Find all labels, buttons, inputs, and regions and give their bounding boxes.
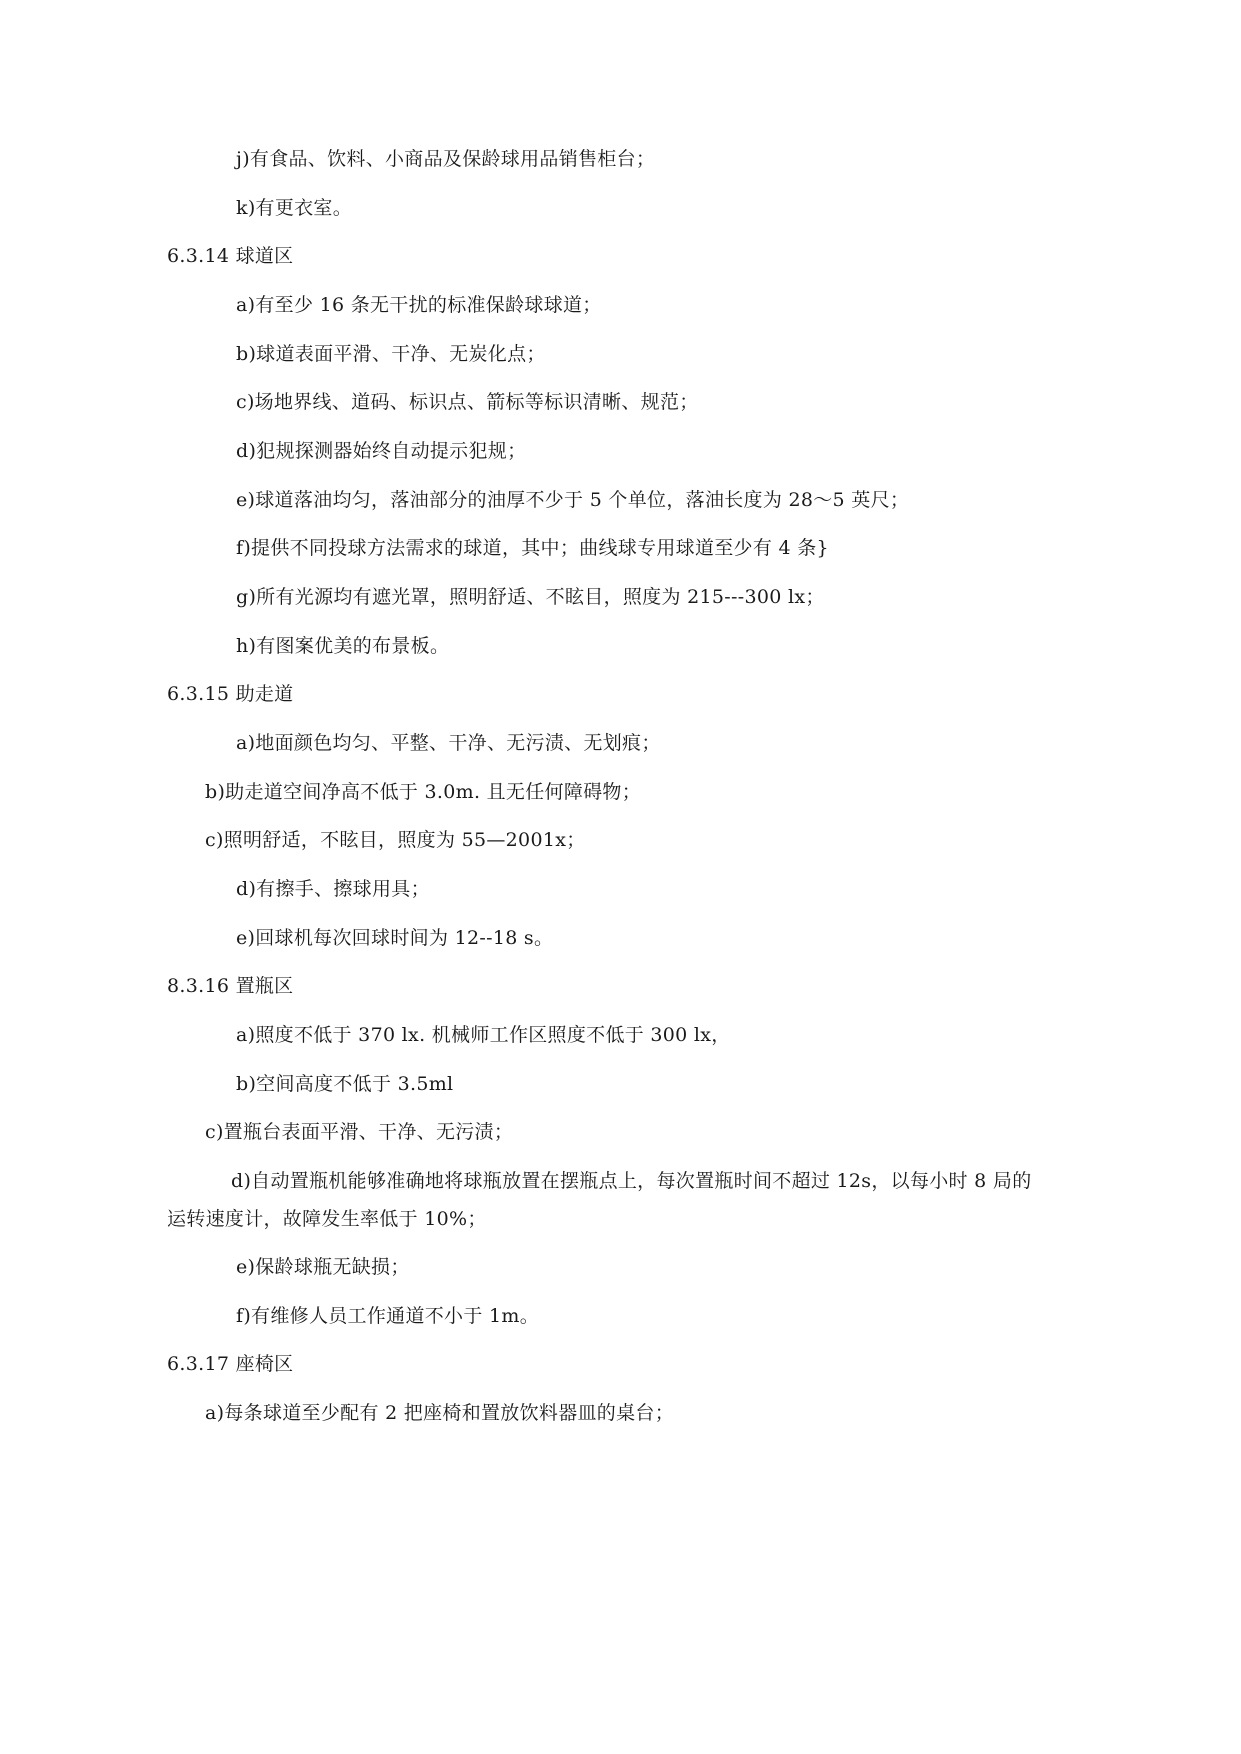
list-item-f: f)提供不同投球方法需求的球道，其中；曲线球专用球道至少有 4 条} bbox=[236, 537, 829, 559]
list-item-e: e)保龄球瓶无缺损； bbox=[236, 1256, 410, 1278]
section-heading-8-3-16: 8.3.16 置瓶区 bbox=[167, 975, 294, 997]
list-item-d: d)有擦手、擦球用具； bbox=[236, 878, 430, 900]
list-item-e: e)回球机每次回球时间为 12--18 s。 bbox=[236, 927, 554, 949]
section-heading-6-3-14: 6.3.14 球道区 bbox=[167, 245, 294, 267]
list-item-d: d)自动置瓶机能够准确地将球瓶放置在摆瓶点上，每次置瓶时间不超过 12s，以每小时 8 局的运转速度计，故障发生率低于 10%； bbox=[167, 1170, 1032, 1230]
list-item-g: g)所有光源均有遮光罩，照明舒适、不眩目，照度为 215---300 lx； bbox=[236, 586, 825, 608]
list-item-b: b)助走道空间净高不低于 3.0m. 且无任何障碍物； bbox=[205, 781, 642, 803]
list-item-d: d)犯规探测器始终自动提示犯规； bbox=[236, 440, 527, 462]
list-item-a: a)照度不低于 370 lx. 机械师工作区照度不低于 300 lx， bbox=[236, 1024, 731, 1046]
list-item-c: c)场地界线、道码、标识点、箭标等标识清晰、规范； bbox=[236, 391, 699, 413]
list-item-a: a)地面颜色均匀、平整、干净、无污渍、无划痕； bbox=[236, 732, 661, 754]
list-item-k: k)有更衣室。 bbox=[236, 197, 353, 219]
list-item-f: f)有维修人员工作通道不小于 1m。 bbox=[236, 1305, 539, 1327]
list-item-c: c)置瓶台表面平滑、干净、无污渍； bbox=[205, 1121, 514, 1143]
list-item-a: a)每条球道至少配有 2 把座椅和置放饮料器皿的桌台； bbox=[205, 1402, 675, 1424]
list-item-a: a)有至少 16 条无干扰的标准保龄球球道； bbox=[236, 294, 602, 316]
list-item-h: h)有图案优美的布景板。 bbox=[236, 635, 450, 657]
section-heading-6-3-17: 6.3.17 座椅区 bbox=[167, 1353, 294, 1375]
list-item-j: j)有食品、饮料、小商品及保龄球用品销售柜台； bbox=[236, 148, 656, 170]
list-item-b: b)空间高度不低于 3.5ml bbox=[236, 1073, 454, 1095]
list-item-e: e)球道落油均匀，落油部分的油厚不少于 5 个单位，落油长度为 28～5 英尺； bbox=[236, 489, 910, 511]
section-heading-6-3-15: 6.3.15 助走道 bbox=[167, 683, 294, 705]
list-item-b: b)球道表面平滑、干净、无炭化点； bbox=[236, 343, 546, 365]
list-item-c: c)照明舒适，不眩目，照度为 55—2001x； bbox=[205, 829, 586, 851]
